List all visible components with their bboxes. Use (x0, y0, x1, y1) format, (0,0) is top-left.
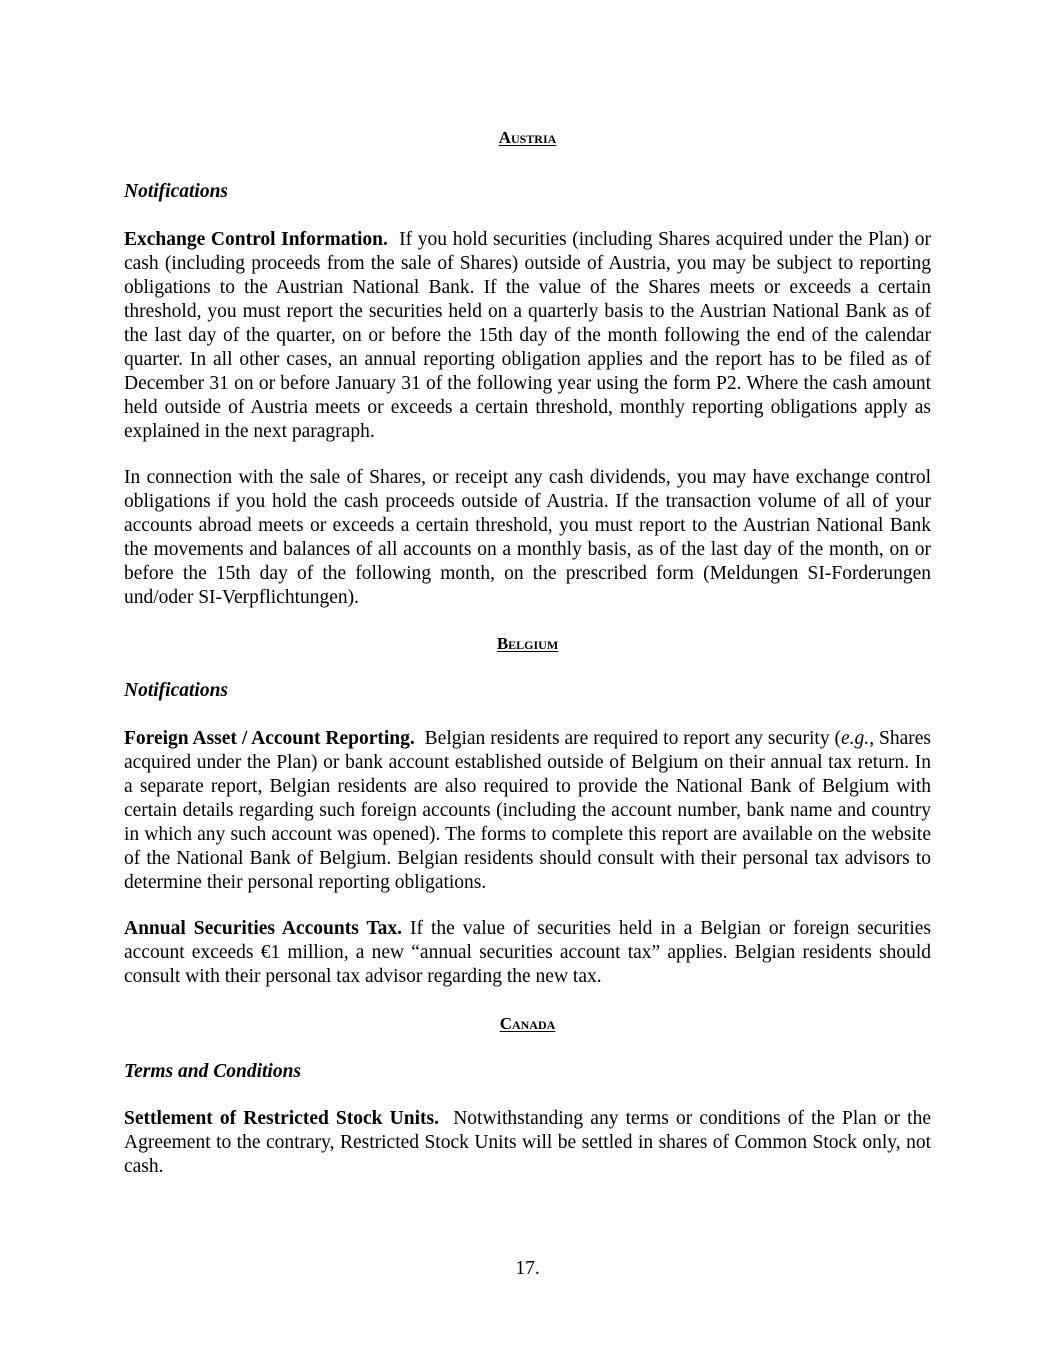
section-heading-austria: Austria (498, 128, 557, 147)
section-heading-belgium: Belgium (496, 634, 559, 653)
section-subheading-belgium: Notifications (124, 680, 229, 701)
paragraph-lead: Annual Securities Accounts Tax. (124, 918, 403, 939)
paragraph-rsu-settlement (124, 1107, 931, 1179)
paragraph-exchange-control (124, 228, 931, 444)
paragraph-lead: Settlement of Restricted Stock Units. (124, 1108, 439, 1129)
paragraph-body: Belgian residents are required to report any security ( (424, 728, 842, 749)
paragraph-lead: Foreign Asset / Account Reporting. (124, 728, 415, 749)
paragraph-body: In connection with the sale of Shares, or receipt any cash dividends, you may have exchange control obligations if you hold the cash proceeds outside of Austria. If the transaction volume of all of your accounts abroad meets or exceeds a certain threshold, you must report to the Austrian National Bank the movements and balances of all accounts on a monthly basis, as of the last day of the month, on or before the 15th day of the following month, on the prescribed form (Meldungen SI-Forderungen und/oder SI-Verpflichtungen). (124, 467, 931, 608)
page-number: 17. (515, 1258, 540, 1279)
paragraph-body: If you hold securities (including Shares acquired under the Plan) or cash (including proceeds from the sale of Shares) outside of Austria, you may be subject to reporting obligations to the Austrian National Bank. If the value of the Shares meets or exceeds a certain threshold, you must report the securities held on a quarterly basis to the Austrian National Bank as of the last day of the quarter, on or before the 15th day of the month following the end of the calendar quarter. In all other cases, an annual reporting obligation applies and the report has to be filed as of December 31 on or before January 31 of the following year using the form P2. Where the cash amount held outside of Austria meets or exceeds a certain threshold, monthly reporting obligations apply as explained in the next paragraph. (124, 229, 932, 442)
paragraph-body-continued: , Shares acquired under the Plan) or bank account established outside of Belgium on their annual tax return. In a separate report, Belgian residents are also required to provide the National Bank of Belgium with certain details regarding such foreign accounts (including the account number, bank name and country in which any such account was opened). The forms to complete this report are available on the website of the National Bank of Belgium. Belgian residents should consult with their personal tax advisors to determine their personal reporting obligations. (124, 728, 931, 893)
section-heading-canada: Canada (499, 1014, 556, 1033)
paragraph-foreign-asset-reporting (124, 727, 931, 895)
paragraph-body: Notwithstanding any terms or conditions of the Plan or the Agreement to the contrary, Restricted Stock Units will be settled in shares of Common Stock only, not cash. (124, 1108, 932, 1177)
section-subheading-austria: Notifications (124, 181, 229, 202)
paragraph-securities-tax (124, 917, 931, 989)
paragraph-italic: e.g. (841, 728, 870, 749)
paragraph-exchange-control-sale (124, 466, 931, 610)
section-subheading-canada: Terms and Conditions (124, 1061, 302, 1082)
paragraph-lead: Exchange Control Information. (124, 229, 388, 250)
paragraph-body: If the value of securities held in a Belgian or foreign securities account exceeds €1 million, a new “annual securities account tax” applies. Belgian residents should consult with their personal tax advisor regarding the new tax. (124, 918, 931, 987)
